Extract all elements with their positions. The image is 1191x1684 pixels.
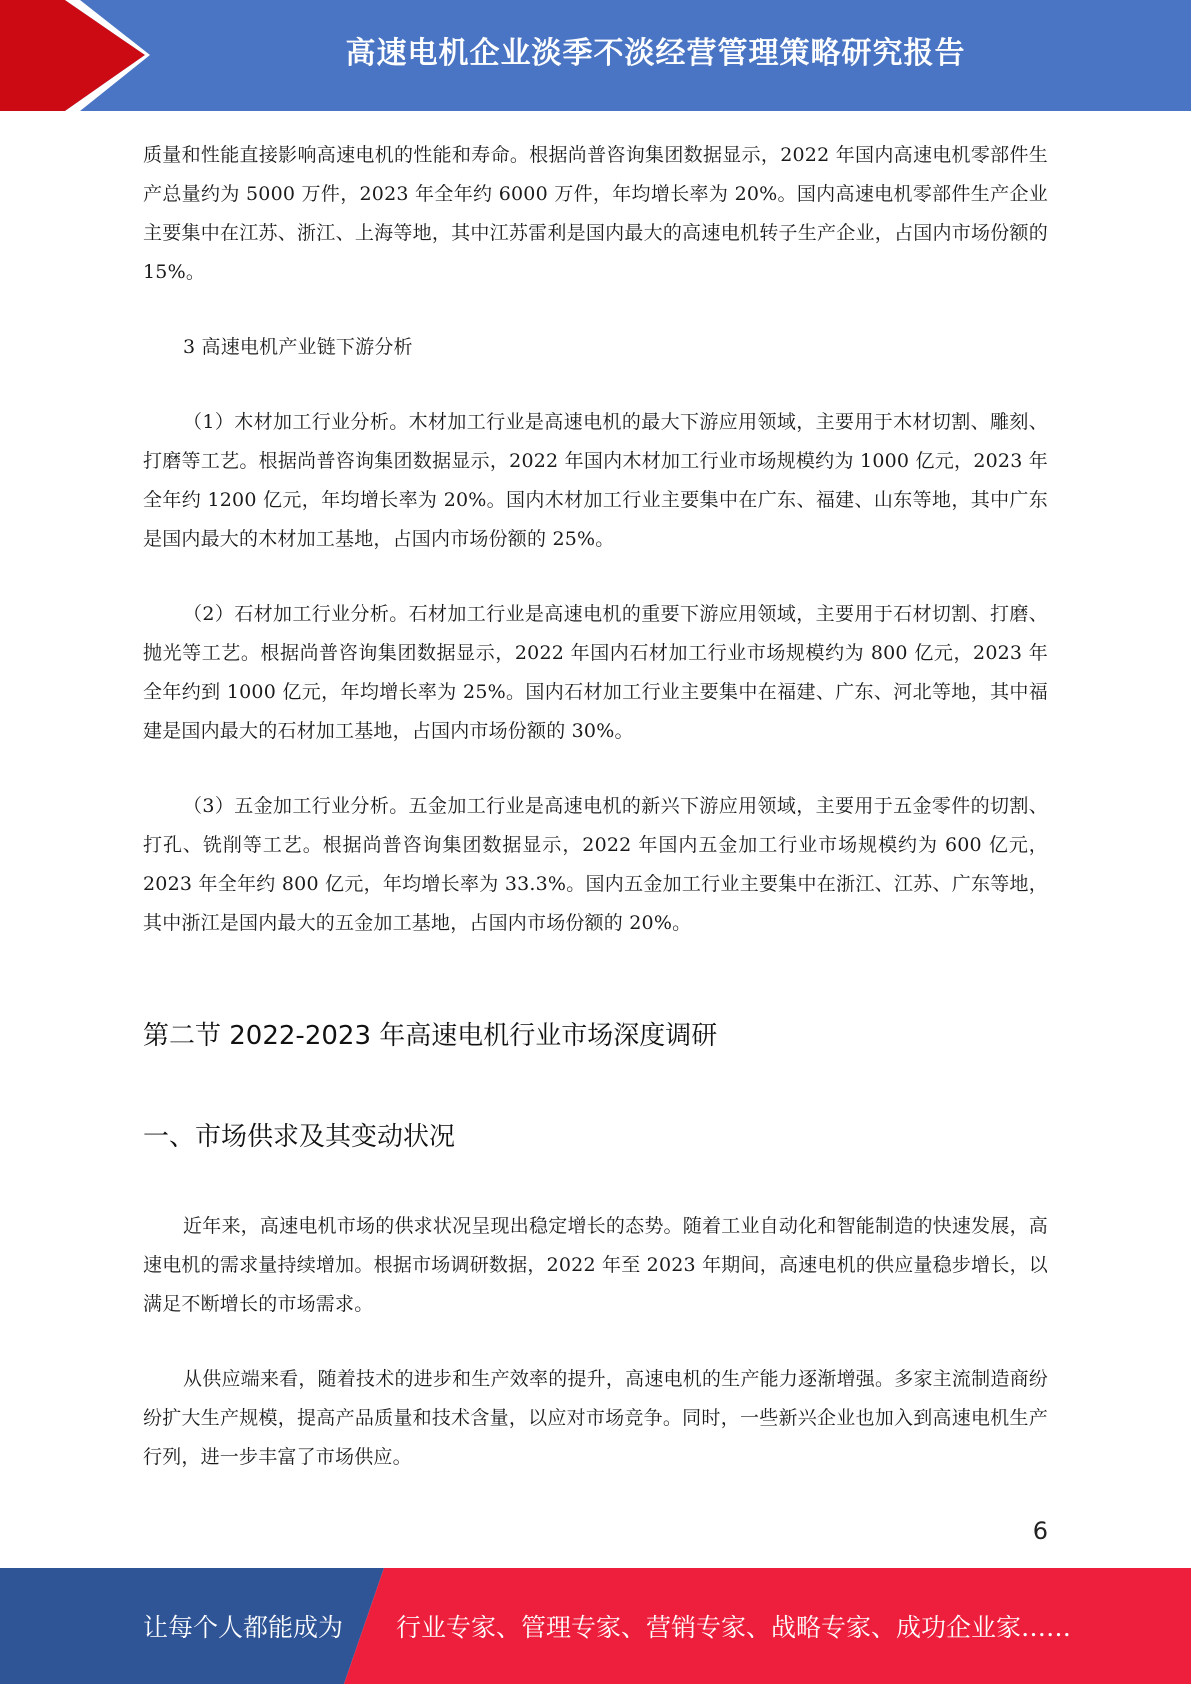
paragraph-wood-processing: （1）木材加工行业分析。木材加工行业是高速电机的最大下游应用领域，主要用于木材切割、雕刻、打磨等工艺。根据尚普咨询集团数据显示，2022 年国内木材加工行业市场规模约为 1000 亿元，2023 年全年约 1200 亿元，年均增长率为 20%。国内木材加工行业主要集中在广东、福建、山东等地，其中广东是国内最大的木材加工基地，占国内市场份额的 25%。	[143, 411, 1048, 550]
footer-slogan-left: 让每个人都能成为	[143, 1613, 344, 1642]
paragraph-components: 质量和性能直接影响高速电机的性能和寿命。根据尚普咨询集团数据显示，2022 年国内高速电机零部件生产总量约为 5000 万件，2023 年全年约 6000 万件，年均增长率为 20%。国内高速电机零部件生产企业主要集中在江苏、浙江、上海等地，其中江苏雷利是国内最大的高速电机转子生产企业，占国内市场份额的 15%。	[143, 144, 1048, 283]
paragraph-supply-side: 从供应端来看，随着技术的进步和生产效率的提升，高速电机的生产能力逐渐增强。多家主流制造商纷纷扩大生产规模，提高产品质量和技术含量，以应对市场竞争。同时，一些新兴企业也加入到高速电机生产行列，进一步丰富了市场供应。	[143, 1368, 1048, 1468]
subheading-downstream: 3 高速电机产业链下游分析	[183, 336, 413, 358]
page-header	[0, 0, 1191, 111]
page-footer	[0, 1568, 1191, 1684]
report-title: 高速电机企业淡季不淡经营管理策略研究报告	[345, 36, 966, 71]
paragraph-metal-processing: （3）五金加工行业分析。五金加工行业是高速电机的新兴下游应用领域，主要用于五金零件的切割、打孔、铣削等工艺。根据尚普咨询集团数据显示，2022 年国内五金加工行业市场规模约为 600 亿元，2023 年全年约 800 亿元，年均增长率为 33.3%。国内五金加工行业主要集中在浙江、江苏、广东等地，其中浙江是国内最大的五金加工基地，占国内市场份额的 20%。	[143, 795, 1048, 934]
section-heading: 第二节 2022-2023 年高速电机行业市场深度调研	[143, 1021, 718, 1051]
footer-slogan-right: 行业专家、管理专家、营销专家、战略专家、成功企业家……	[396, 1613, 1072, 1642]
page-number: 6	[1032, 1517, 1048, 1545]
paragraph-supply-demand: 近年来，高速电机市场的供求状况呈现出稳定增长的态势。随着工业自动化和智能制造的快速发展，高速电机的需求量持续增加。根据市场调研数据，2022 年至 2023 年期间，高速电机的供应量稳步增长，以满足不断增长的市场需求。	[143, 1215, 1048, 1315]
subsection-heading: 一、市场供求及其变动状况	[143, 1122, 456, 1152]
document-body	[143, 136, 1048, 1477]
paragraph-stone-processing: （2）石材加工行业分析。石材加工行业是高速电机的重要下游应用领域，主要用于石材切割、打磨、抛光等工艺。根据尚普咨询集团数据显示，2022 年国内石材加工行业市场规模约为 800 亿元，2023 年全年约到 1000 亿元，年均增长率为 25%。国内石材加工行业主要集中在福建、广东、河北等地，其中福建是国内最大的石材加工基地，占国内市场份额的 30%。	[143, 603, 1048, 742]
